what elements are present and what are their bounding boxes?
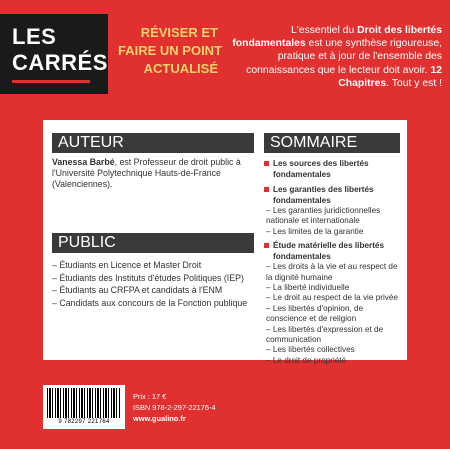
square-bullet-icon	[264, 243, 269, 248]
series-logo	[0, 14, 108, 94]
intro-part: est une synthèse rigoureuse, pratique et à jour de l'ensemble des connaissances que le lecteur doit avoir.	[246, 38, 442, 76]
list-item: – Les libertés collectives	[266, 345, 355, 355]
list-item: – Le droit au respect de la vie privée	[266, 293, 398, 303]
intro-bold: Droit des libertés fondamentales	[232, 25, 442, 50]
barcode-bars	[47, 388, 121, 418]
list-item: – Étudiants des Instituts d'études Politiques (IEP)	[52, 272, 244, 283]
public-heading: PUBLIC	[52, 233, 254, 253]
sommaire-heading: SOMMAIRE	[264, 133, 400, 153]
list-item: – Les droits à la vie et au respect de la dignité humaine	[266, 262, 398, 282]
intro-part: . Tout y est !	[386, 77, 442, 89]
intro-part: L'essentiel du	[291, 25, 358, 36]
sommaire-section	[264, 241, 400, 262]
logo-line-2: CARRÉS	[12, 50, 108, 75]
price: Prix : 17 €	[133, 392, 167, 401]
list-item: – Les limites de la garantie	[266, 226, 364, 236]
website-link[interactable]: www.gualino.fr	[133, 414, 186, 423]
list-item: – Les libertés d'expression et de communication	[266, 324, 384, 345]
sommaire-section	[264, 159, 400, 180]
logo-underline	[12, 80, 90, 83]
isbn: ISBN 978-2-297-22176-4	[133, 403, 216, 412]
public-list	[52, 259, 262, 309]
list-item: – Les garanties juridictionnelles nationale et internationale	[266, 206, 381, 226]
logo-line-1: LES	[12, 24, 57, 49]
list-item: – Étudiants au CRFPA et candidats à l'ENM	[52, 285, 223, 295]
slogan-line: ACTUALISÉ	[143, 61, 218, 76]
intro-text	[224, 24, 442, 90]
list-item: – Étudiants en Licence et Master Droit	[52, 260, 202, 270]
section-title: Les garanties des libertés fondamentales	[273, 185, 374, 205]
list-item: – Candidats aux concours de la Fonction publique	[52, 297, 248, 308]
section-title: Les sources des libertés fondamentales	[273, 159, 369, 179]
slogan-line: FAIRE UN POINT	[118, 43, 223, 58]
square-bullet-icon	[264, 161, 269, 166]
barcode-number: 9 782297 221764	[58, 419, 110, 425]
sommaire-section	[264, 185, 400, 206]
list-item: – Les libertés d'opinion, de conscience et de religion	[266, 303, 364, 324]
list-item: – Le droit de propriété	[266, 355, 347, 365]
author-description: , est Professeur de droit public à l'Université Polytechnique Hauts-de-France (Valenciennes).	[52, 157, 241, 189]
barcode	[43, 385, 125, 429]
section-title: Étude matérielle des libertés fondamentales	[273, 241, 385, 261]
slogan	[118, 24, 223, 78]
square-bullet-icon	[264, 187, 269, 192]
intro-bold: 12 Chapitres	[338, 64, 442, 89]
author-name: Vanessa Barbé	[52, 157, 115, 167]
slogan-line: RÉVISER ET	[140, 25, 218, 40]
auteur-text	[52, 157, 262, 190]
auteur-heading: AUTEUR	[52, 133, 254, 153]
list-item: – La liberté individuelle	[266, 283, 350, 293]
publication-info	[133, 391, 253, 424]
sommaire-list	[264, 157, 400, 366]
content-panel	[43, 120, 407, 365]
